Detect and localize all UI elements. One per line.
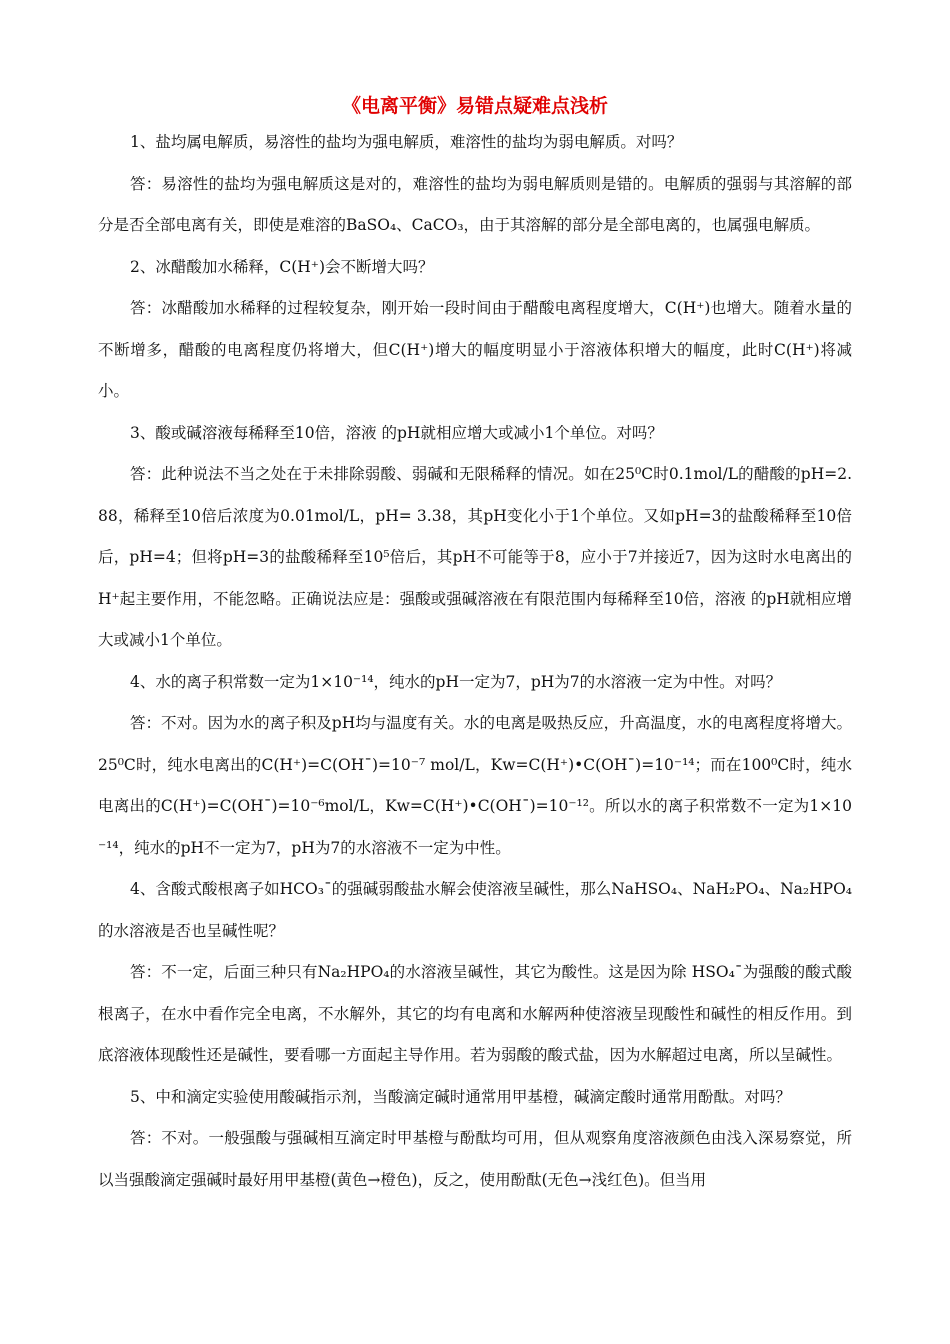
question-1: 1、盐均属电解质，易溶性的盐均为强电解质，难溶性的盐均为弱电解质。对吗？ <box>130 133 683 151</box>
question-5: 5、中和滴定实验使用酸碱指示剂，当酸滴定碱时通常用甲基橙，碱滴定酸时通常用酚酞。对吗？ <box>130 1087 791 1106</box>
answer-3: 答：此种说法不当之处在于未排除弱酸、弱碱和无限稀释的情况。如在25⁰C时0.1mol/L的醋酸的pH=2.88，稀释至10倍后浓度为0.01mol/L，pH= 3.38，其pH变化小于1个单位。又如pH=3的盐酸稀释至10倍后，pH=4；但将pH=3的盐酸稀释至10⁵倍后，其pH不可能等于8，应小于7并接近7，因为这时水电离出的H⁺起主要作用，不能忽略。正确说法应是：强酸或强碱溶液在有限范围内每稀释至10倍，溶液 的pH就相应增大或减小1个单位。 <box>98 465 852 649</box>
question-4b: 4、含酸式酸根离子如HCO₃¯的强碱弱酸盐水解会使溶液呈碱性，那么NaHSO₄、NaH₂PO₄、Na₂HPO₄的水溶液是否也呈碱性呢？ <box>98 880 852 940</box>
question-4a: 4、水的离子积常数一定为1×10⁻¹⁴，纯水的pH一定为7，pH为7的水溶液一定为中性。对吗？ <box>130 672 782 691</box>
answer-4b: 答：不一定，后面三种只有Na₂HPO₄的水溶液呈碱性，其它为酸性。这是因为除 HSO₄¯为强酸的酸式酸根离子，在水中看作完全电离，不水解外，其它的均有电离和水解两种使溶液呈现酸性和碱性的相反作用。到底溶液体现酸性还是碱性，要看哪一方面起主导作用。若为弱酸的酸式盐，因为水解超过电离，所以呈碱性。 <box>98 963 852 1064</box>
document-title: 《电离平衡》易错点疑难点浅析 <box>341 95 608 117</box>
answer-1: 答：易溶性的盐均为强电解质这是对的，难溶性的盐均为弱电解质则是错的。电解质的强弱与其溶解的部分是否全部电离有关，即使是难溶的BaSO₄、CaCO₃，由于其溶解的部分是全部电离的，也属强电解质。 <box>98 174 852 234</box>
answer-4a: 答：不对。因为水的离子积及pH均与温度有关。水的电离是吸热反应，升高温度，水的电离程度将增大。25⁰C时，纯水电离出的C(H⁺)=C(OH¯)=10⁻⁷ mol/L，Kw=C(H⁺)•C(OH¯)=10⁻¹⁴；而在100⁰C时，纯水电离出的C(H⁺)=C(OH¯)=10⁻⁶mol/L，Kw=C(H⁺)•C(OH¯)=10⁻¹²。所以水的离子积常数不一定为1×10⁻¹⁴，纯水的pH不一定为7，pH为7的水溶液不一定为中性。 <box>98 714 852 857</box>
document-page <box>98 92 852 1201</box>
question-2: 2、冰醋酸加水稀释，C(H⁺)会不断增大吗？ <box>130 257 434 276</box>
question-3: 3、酸或碱溶液每稀释至10倍，溶液 的pH就相应增大或减小1个单位。对吗？ <box>130 423 663 442</box>
answer-5: 答：不对。一般强酸与强碱相互滴定时甲基橙与酚酞均可用，但从观察角度溶液颜色由浅入深易察觉，所以当强酸滴定强碱时最好用甲基橙(黄色→橙色)，反之，使用酚酞(无色→浅红色)。但当用 <box>98 1129 852 1189</box>
answer-2: 答：冰醋酸加水稀释的过程较复杂，刚开始一段时间由于醋酸电离程度增大，C(H⁺)也增大。随着水量的不断增多，醋酸的电离程度仍将增大，但C(H⁺)增大的幅度明显小于溶液体积增大的幅度，此时C(H⁺)将减小。 <box>98 299 852 400</box>
